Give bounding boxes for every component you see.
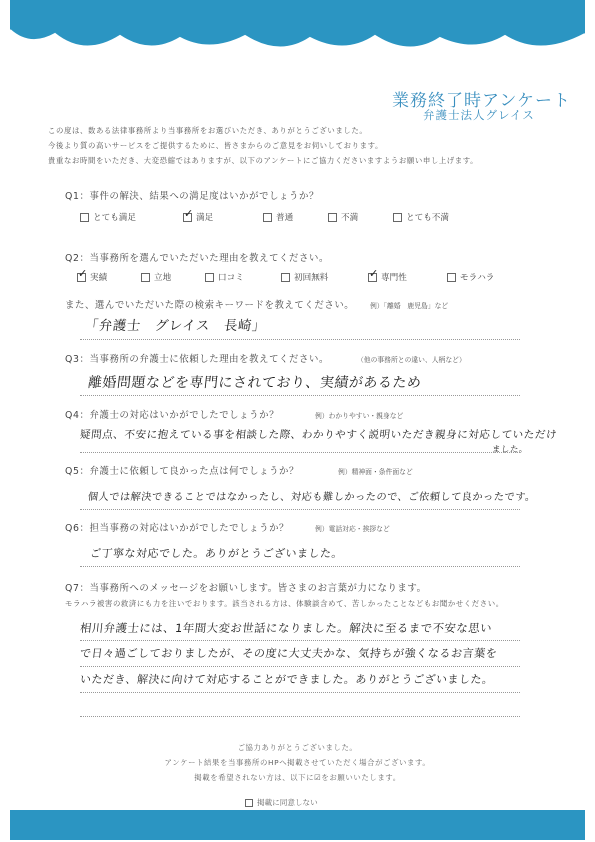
q6-question: Q6：担当事務の対応はいかがでしたでしょうか？ <box>65 523 290 534</box>
answer-line <box>80 509 520 510</box>
q5-question: Q5：弁護士に依頼して良かった点は何でしょうか？ <box>65 466 299 477</box>
q4-example: 例）わかりやすい・親身など <box>315 412 404 420</box>
answer-line <box>80 339 520 340</box>
header-wave-band <box>0 0 595 62</box>
answer-line <box>80 716 520 717</box>
q1-option-dissatisfied[interactable]: 不満 <box>328 211 358 223</box>
checkbox-icon[interactable] <box>205 273 214 282</box>
q2-option-expertise[interactable]: ✓ 専門性 <box>368 271 407 283</box>
q2-option-free-first[interactable]: 初回無料 <box>281 271 328 283</box>
closing-line-3: 掲載を希望されない方は、以下に☑をお願いいたします。 <box>194 773 401 782</box>
q4-answer-continued: ました。 <box>491 445 529 455</box>
q6-example: 例）電話対応・挨拶など <box>315 525 390 533</box>
q1-option-normal[interactable]: 普通 <box>263 211 293 223</box>
q2-option-track-record[interactable]: ✓ 実績 <box>77 271 107 283</box>
q2-question: Q2：当事務所を選んでいただいた理由を教えてください。 <box>65 253 329 264</box>
q2-keyword-answer: 「弁護士 グレイス 長崎」 <box>83 318 267 334</box>
checkbox-checked-icon[interactable] <box>368 273 377 282</box>
q2-option-moral-harassment[interactable]: モラハラ <box>447 271 494 283</box>
closing-line-1: ご協力ありがとうございました。 <box>237 743 358 752</box>
q7-answer-line-2: で日々過ごしておりましたが、その度に大丈夫かな、気持ちが強くなるお言葉を <box>79 647 499 660</box>
q2-option-location[interactable]: 立地 <box>141 271 171 283</box>
q3-example: （他の事務所との違い、人柄など） <box>357 356 466 364</box>
answer-line <box>80 566 520 567</box>
answer-line <box>80 395 520 396</box>
checkbox-icon[interactable] <box>141 273 150 282</box>
checkbox-icon[interactable] <box>447 273 456 282</box>
intro-line-1: この度は、数ある法律事務所より当事務所をお選びいただき、ありがとうございました。 <box>48 126 368 135</box>
q2-option-reviews[interactable]: 口コミ <box>205 271 244 283</box>
checkbox-icon[interactable] <box>245 799 253 807</box>
q1-option-very-satisfied[interactable]: とても満足 <box>80 211 136 223</box>
checkbox-icon[interactable] <box>328 213 337 222</box>
q3-answer: 離婚問題などを専門にされており、実績があるため <box>87 375 423 391</box>
firm-name: 弁護士法人グレイス <box>423 108 535 122</box>
checkbox-checked-icon[interactable] <box>183 213 192 222</box>
q7-answer-line-1: 相川弁護士には、1年間大変お世話になりました。解決に至るまで不安な思い <box>79 621 493 635</box>
q3-question: Q3：当事務所の弁護士に依頼した理由を教えてください。 <box>65 354 329 365</box>
q2-keyword-question: また、選んでいただいた際の検索キーワードを教えてください。 <box>65 300 355 311</box>
consent-option[interactable]: 掲載に同意しない <box>245 797 318 808</box>
checkbox-checked-icon[interactable] <box>77 273 86 282</box>
intro-line-3: 貴重なお時間をいただき、大変恐縮ではありますが、以下のアンケートにご協力くださいますようお願い申し上げます。 <box>48 156 479 165</box>
checkbox-icon[interactable] <box>393 213 402 222</box>
answer-line <box>80 640 520 641</box>
answer-line <box>80 666 520 667</box>
page-title: 業務終了時アンケート <box>392 91 571 111</box>
q7-answer-line-3: いただき、解決に向けて対応することができました。ありがとうございました。 <box>79 673 495 686</box>
q4-question: Q4：弁護士の対応はいかがでしたでしょうか？ <box>65 410 280 421</box>
checkbox-icon[interactable] <box>263 213 272 222</box>
q7-note: モラハラ被害の救済にも力を注いでおります。該当される方は、体験談含めて、苦しかったことなどもお聞かせください。 <box>65 599 504 608</box>
q5-answer: 個人では解決できることではなかったし、対応も難しかったので、ご依頼して良かったです。 <box>87 492 537 503</box>
footer-band <box>10 810 585 840</box>
q6-answer: ご丁寧な対応でした。ありがとうございました。 <box>89 547 344 560</box>
intro-line-2: 今後より質の高いサービスをご提供するために、皆さまからのご意見をお伺いしております。 <box>48 141 384 150</box>
checkbox-icon[interactable] <box>281 273 290 282</box>
q2-keyword-example: 例）「離婚 鹿児島」など <box>370 302 449 310</box>
q1-question: Q1：事件の解決、結果への満足度はいかがでしょうか？ <box>65 191 319 202</box>
checkbox-icon[interactable] <box>80 213 89 222</box>
q1-option-very-dissatisfied[interactable]: とても不満 <box>393 211 449 223</box>
q5-example: 例）精神面・条件面など <box>338 468 413 476</box>
answer-line <box>80 692 520 693</box>
q7-question: Q7：当事務所へのメッセージをお願いします。皆さまのお言葉が力になります。 <box>65 583 427 594</box>
q4-answer: 疑問点、不安に抱えている事を相談した際、わかりやすく説明いただき親身に対応していただけ <box>79 429 558 441</box>
q1-option-satisfied[interactable]: ✓ 満足 <box>183 211 213 223</box>
closing-line-2: アンケート結果を当事務所のHPへ掲載させていただく場合がございます。 <box>164 758 431 767</box>
answer-line <box>80 452 520 453</box>
